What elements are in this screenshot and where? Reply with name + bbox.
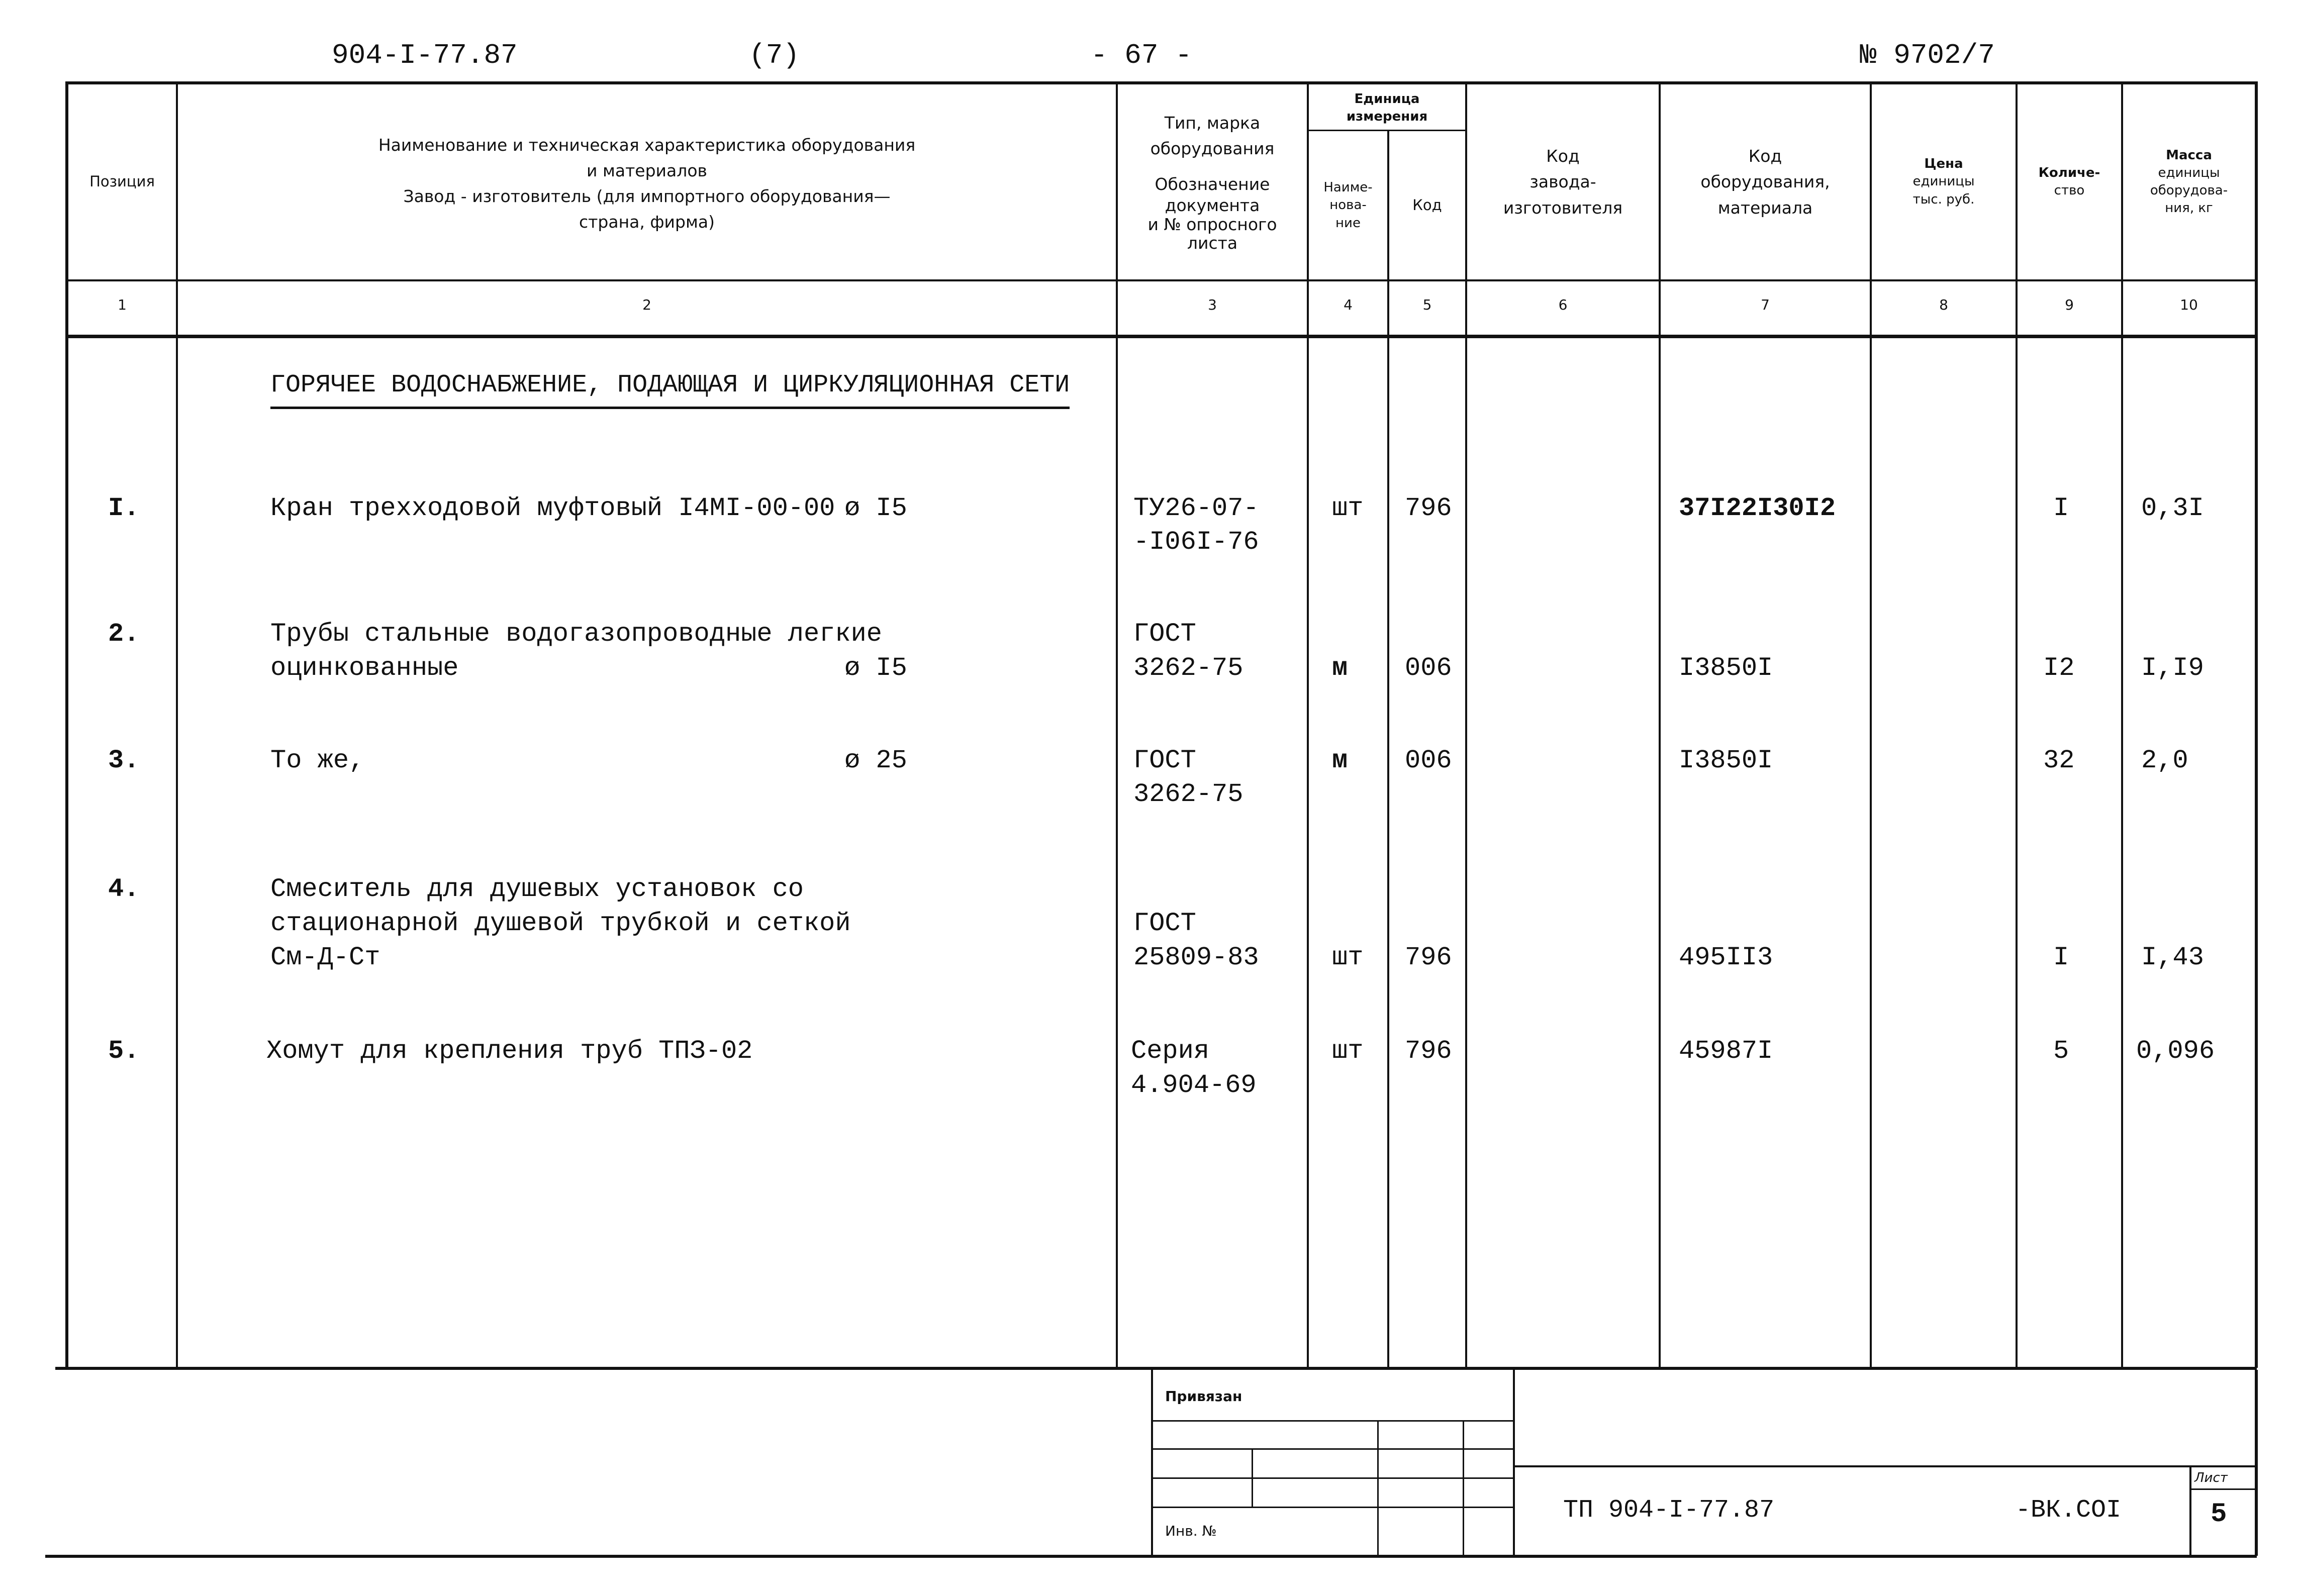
part-number: (7): [749, 39, 800, 71]
row-doc-line2: -I06I-76: [1133, 527, 1259, 557]
bound-label: Привязан: [1165, 1388, 1242, 1405]
row-name: Кран трехходовой муфтовый I4MI-00-00: [270, 493, 835, 523]
col-number-1: 1: [118, 296, 127, 313]
row-name: То же,: [270, 746, 365, 775]
section-title: ГОРЯЧЕЕ ВОДОСНАБЖЕНИЕ, ПОДАЮЩАЯ И ЦИРКУЛЯЦИОННАЯ СЕТИ: [270, 371, 1070, 409]
row-equip-code: I3850I: [1679, 653, 1773, 683]
col-plant-code-header: Код завода- изготовителя: [1503, 146, 1623, 218]
doc-code: 904-I-77.87: [332, 39, 518, 71]
row-equip-code: 495II3: [1679, 943, 1773, 972]
col-type-header: Тип, марка оборудования Обозначение документа и № опросного листа: [1147, 113, 1277, 253]
col-position-header: Позиция: [89, 173, 155, 190]
row-mass: I,43: [2141, 943, 2204, 972]
row-doc: ГОСТ: [1133, 746, 1196, 775]
col-number-5: 5: [1422, 296, 1432, 313]
col-number-2: 2: [642, 296, 651, 313]
row-qty: I2: [2043, 653, 2075, 683]
col-number-9: 9: [2065, 296, 2074, 313]
col-name-header: Наименование и техническая характеристика оборудования и материалов Завод - изготовитель (для импортного оборудования— страна, фирма): [378, 135, 916, 232]
row-unit-code: 796: [1405, 493, 1452, 523]
col-number-8: 8: [1939, 296, 1948, 313]
row-diameter: ø I5: [844, 493, 907, 523]
row-doc-line2: 3262-75: [1133, 653, 1243, 683]
row-equip-code: 37I22I30I2: [1679, 493, 1836, 523]
row-name-line2: стационарной душевой трубкой и сеткой: [270, 909, 851, 938]
row-name: Смеситель для душевых установок со: [270, 874, 804, 904]
page-number: - 67 -: [1091, 39, 1192, 71]
row-mass: 2,0: [2141, 746, 2188, 775]
sheet-number: 5: [2211, 1499, 2227, 1530]
stamp-sheet-code: -ВК.COI: [2016, 1496, 2122, 1525]
row-unit: шт: [1332, 1036, 1364, 1066]
row-mass: 0,3I: [2141, 493, 2204, 523]
row-equip-code: I3850I: [1679, 746, 1773, 775]
row-name: Трубы стальные водогазопроводные легкие: [270, 619, 882, 649]
col-unit-name-header: Наиме- нова- ние: [1323, 180, 1373, 231]
row-diameter: ø I5: [844, 653, 907, 683]
col-mass-header: Масса единицы оборудова- ния, кг: [2150, 147, 2228, 216]
row-mass: 0,096: [2136, 1036, 2215, 1066]
row-unit: м: [1332, 746, 1348, 775]
col-number-10: 10: [2180, 296, 2198, 313]
row-unit: м: [1332, 653, 1348, 683]
col-equip-code-header: Код оборудования, материала: [1700, 146, 1830, 218]
col-qty-header: Количе- ство: [2038, 165, 2100, 198]
row-position: 2.: [108, 619, 140, 649]
row-doc: ТУ26-07-: [1133, 493, 1259, 523]
row-doc: Серия: [1131, 1036, 1210, 1066]
row-mass: I,I9: [2141, 653, 2204, 683]
row-doc-line2: 4.904-69: [1131, 1070, 1257, 1100]
row-qty: 5: [2053, 1036, 2069, 1066]
row-unit: шт: [1332, 493, 1364, 523]
sheet-label: Лист: [2194, 1470, 2228, 1485]
row-position: 4.: [108, 874, 140, 904]
row-name-line2: оцинкованные: [270, 653, 459, 683]
row-name: Хомут для крепления труб ТПЗ-02: [266, 1036, 753, 1066]
row-unit-code: 796: [1405, 943, 1452, 972]
col-unit-group-header: Единица измерения: [1346, 91, 1428, 124]
row-doc: ГОСТ: [1133, 909, 1196, 938]
row-qty: I: [2053, 493, 2069, 523]
row-doc-line2: 25809-83: [1133, 943, 1259, 972]
inventory-label: Инв. №: [1165, 1523, 1217, 1539]
row-qty: I: [2053, 943, 2069, 972]
row-name-line3: См-Д-Ст: [270, 943, 380, 972]
row-qty: 32: [2043, 746, 2075, 775]
stamp-doc-code: ТП 904-I-77.87: [1563, 1496, 1775, 1525]
col-number-7: 7: [1761, 296, 1770, 313]
row-diameter: ø 25: [844, 746, 907, 775]
row-unit-code: 006: [1405, 653, 1452, 683]
row-position: I.: [108, 493, 140, 523]
col-number-3: 3: [1208, 296, 1217, 313]
row-doc-line2: 3262-75: [1133, 779, 1243, 809]
row-equip-code: 45987I: [1679, 1036, 1773, 1066]
col-price-header: Цена единицы тыс. руб.: [1912, 156, 1975, 207]
col-unit-code-header: Код: [1412, 196, 1442, 214]
row-position: 3.: [108, 746, 140, 775]
col-number-4: 4: [1344, 296, 1353, 313]
row-unit-code: 796: [1405, 1036, 1452, 1066]
archive-number: № 9702/7: [1860, 39, 1995, 71]
row-unit: шт: [1332, 943, 1364, 972]
row-unit-code: 006: [1405, 746, 1452, 775]
row-doc: ГОСТ: [1133, 619, 1196, 649]
row-position: 5.: [108, 1036, 140, 1066]
col-number-6: 6: [1558, 296, 1568, 313]
